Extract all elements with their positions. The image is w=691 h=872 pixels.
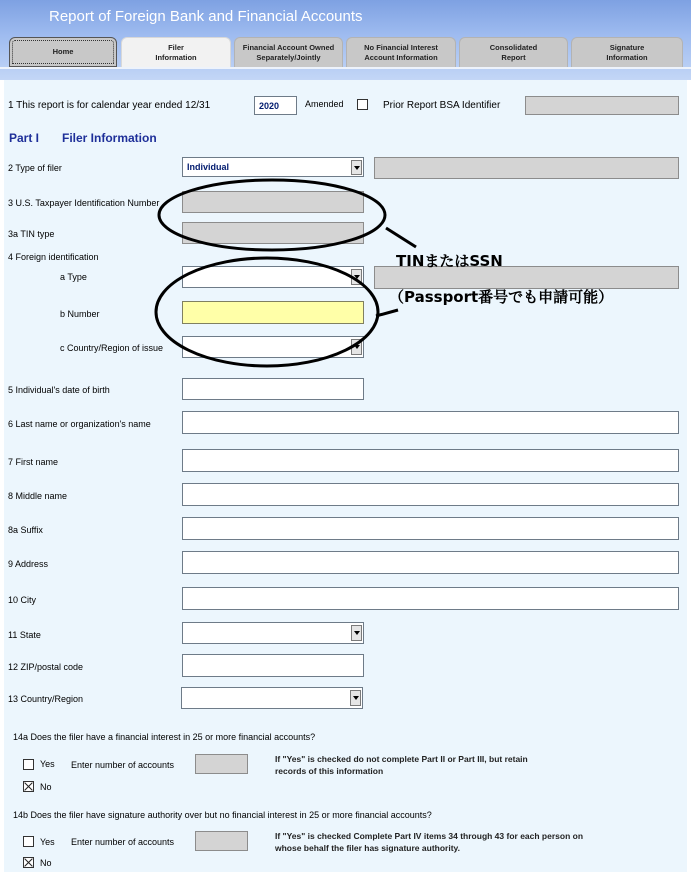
- tab-home-label: Home: [52, 47, 74, 56]
- chevron-down-icon[interactable]: [351, 160, 362, 175]
- tab-financial-account-owned[interactable]: [234, 37, 343, 67]
- q14b-no-checkbox[interactable]: [23, 857, 34, 868]
- q14a-no-checkbox[interactable]: [23, 781, 34, 792]
- q14a-yes-label: Yes: [40, 759, 55, 769]
- q14b-question: 14b Does the filer have signature authority over but no financial interest in 25 or more financial accounts?: [13, 810, 432, 820]
- type-of-filer-select[interactable]: [182, 157, 364, 177]
- calendar-year-value: 2020: [259, 101, 280, 111]
- foreign-id-label: 4 Foreign identification: [8, 252, 99, 262]
- city-label: 10 City: [8, 595, 37, 605]
- annotation-line2: （Passport番号でも申請可能）: [389, 288, 614, 306]
- calendar-year-field[interactable]: [254, 96, 297, 115]
- q14b-count-field[interactable]: [195, 831, 248, 851]
- chevron-down-icon[interactable]: [350, 690, 361, 706]
- middle-name-label: 8 Middle name: [8, 491, 68, 501]
- suffix-field[interactable]: [182, 517, 679, 540]
- dob-label: 5 Individual's date of birth: [8, 385, 110, 395]
- annotation-line1: TINまたはSSN: [396, 252, 503, 270]
- foreign-number-field[interactable]: [182, 301, 364, 324]
- chevron-down-icon[interactable]: [351, 625, 362, 641]
- tin-type-field[interactable]: [182, 222, 364, 244]
- foreign-number-label: b Number: [60, 309, 100, 319]
- last-name-label: 6 Last name or organization's name: [8, 419, 151, 429]
- type-of-filer-label: 2 Type of filer: [8, 163, 62, 173]
- chevron-down-icon[interactable]: [351, 269, 362, 285]
- first-name-field[interactable]: [182, 449, 679, 472]
- first-name-label: 7 First name: [8, 457, 59, 467]
- zip-label: 12 ZIP/postal code: [8, 662, 84, 672]
- q14a-count-field[interactable]: [195, 754, 248, 774]
- tin-label: 3 U.S. Taxpayer Identification Number: [8, 198, 160, 208]
- foreign-country-select[interactable]: [182, 336, 364, 358]
- state-select[interactable]: [182, 622, 364, 644]
- tab-signature-information[interactable]: [571, 37, 683, 67]
- dob-field[interactable]: [182, 378, 364, 400]
- q14b-note: If "Yes" is checked Complete Part IV items 34 through 43 for each person on whose behalf the filer has signature authority.: [275, 831, 584, 853]
- state-label: 11 State: [8, 630, 41, 640]
- tab-no-financial-interest-label: No Financial Interest Account Information: [364, 42, 438, 62]
- tab-filer-information[interactable]: [121, 37, 231, 67]
- q14b-count-label: Enter number of accounts: [71, 837, 175, 847]
- tab-consolidated-report-label: Consolidated Report: [489, 42, 538, 62]
- tab-filer-information-label: Filer Information: [155, 42, 197, 62]
- address-label: 9 Address: [8, 559, 49, 569]
- q14b-yes-checkbox[interactable]: [23, 836, 34, 847]
- tab-divider: [0, 67, 691, 69]
- q14a-no-label: No: [40, 782, 52, 792]
- foreign-country-label: c Country/Region of issue: [60, 343, 164, 353]
- q14b-no-label: No: [40, 858, 52, 868]
- tin-type-label: 3a TIN type: [8, 229, 55, 239]
- type-of-filer-value: Individual: [187, 162, 230, 172]
- amended-label: Amended: [305, 99, 344, 109]
- q14a-question: 14a Does the filer have a financial interest in 25 or more financial accounts?: [13, 732, 316, 742]
- city-field[interactable]: [182, 587, 679, 610]
- tab-home[interactable]: [9, 37, 117, 67]
- suffix-label: 8a Suffix: [8, 525, 43, 535]
- tab-signature-information-label: Signature Information: [606, 42, 648, 62]
- zip-field[interactable]: [182, 654, 364, 677]
- chevron-down-icon[interactable]: [351, 339, 362, 355]
- part-number: Part I: [9, 131, 40, 145]
- type-of-filer-other-field[interactable]: [374, 157, 679, 179]
- tab-no-financial-interest[interactable]: [346, 37, 456, 67]
- tab-financial-account-owned-label: Financial Account Owned Separately/Jointly: [242, 42, 335, 62]
- last-name-field[interactable]: [182, 411, 679, 434]
- part-title: Filer Information: [62, 131, 157, 145]
- q14a-count-label: Enter number of accounts: [71, 760, 175, 770]
- country-select[interactable]: [181, 687, 363, 709]
- q14b-yes-label: Yes: [40, 837, 55, 847]
- country-label: 13 Country/Region: [8, 694, 84, 704]
- prior-report-label: Prior Report BSA Identifier: [383, 100, 501, 111]
- q14a-note: If "Yes" is checked do not complete Part II or Part III, but retain records of this information: [275, 754, 528, 776]
- foreign-type-label: a Type: [60, 272, 87, 282]
- amended-checkbox[interactable]: [357, 99, 368, 110]
- foreign-type-select[interactable]: [182, 266, 364, 288]
- app-header: [0, 0, 691, 80]
- address-field[interactable]: [182, 551, 679, 574]
- app-title: Report of Foreign Bank and Financial Accounts: [49, 8, 363, 25]
- prior-report-field[interactable]: [525, 96, 679, 115]
- tin-field[interactable]: [182, 191, 364, 213]
- tab-consolidated-report[interactable]: [459, 37, 568, 67]
- q14a-yes-checkbox[interactable]: [23, 759, 34, 770]
- middle-name-field[interactable]: [182, 483, 679, 506]
- calendar-year-label: 1 This report is for calendar year ended 12/31: [8, 100, 211, 111]
